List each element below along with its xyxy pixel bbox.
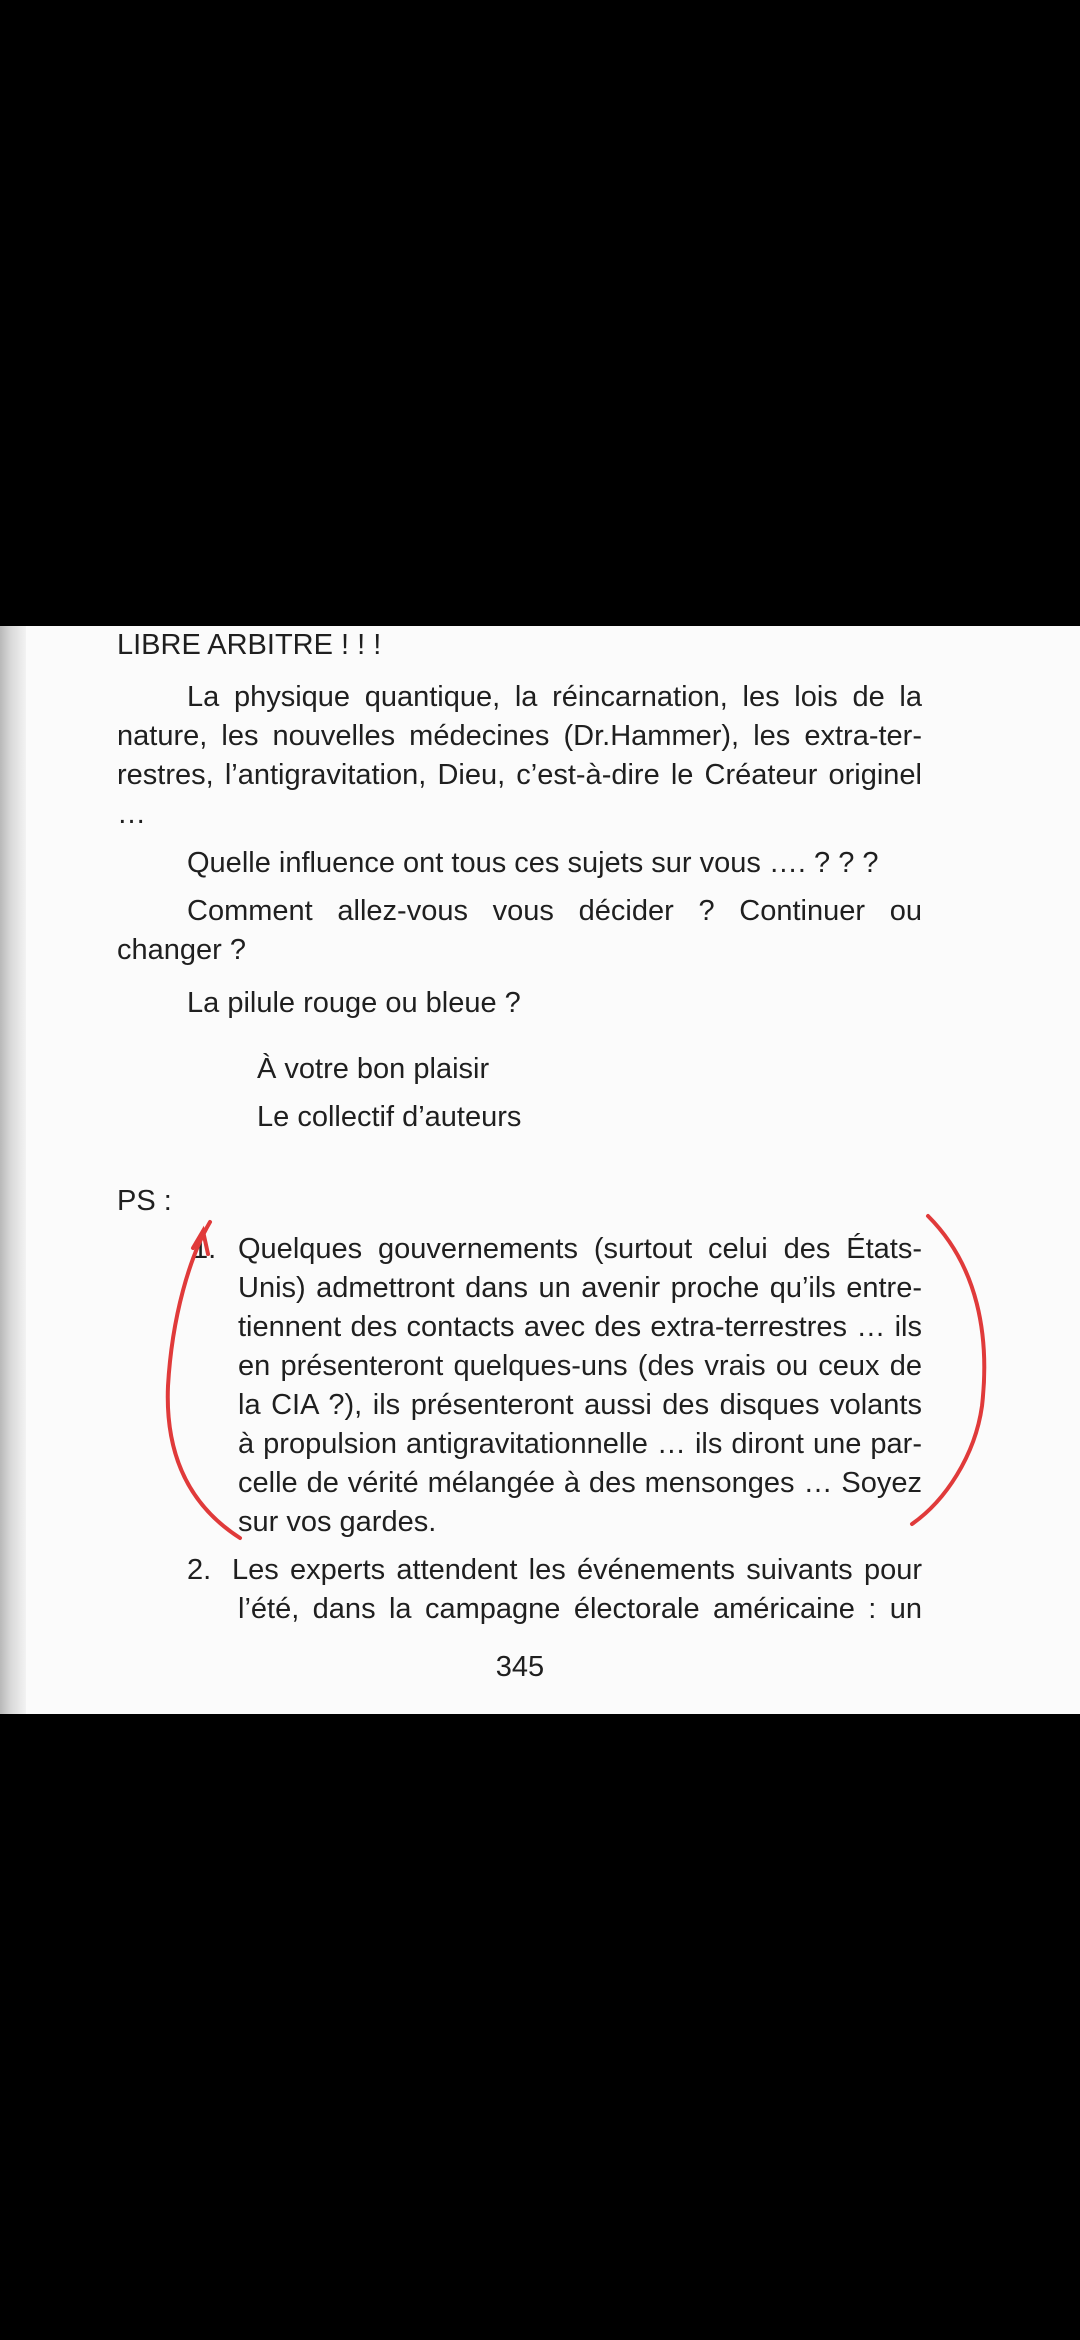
ps-item-1-line-5: la CIA ?), ils présenteront aussi des disques volants (238, 1389, 922, 1421)
paragraph-1-line-2: nature, les nouvelles médecines (Dr.Hammer), les extra-ter- (117, 720, 922, 752)
ps-label: PS : (117, 1185, 172, 1217)
signoff-line-2: Le collectif d’auteurs (257, 1101, 522, 1133)
ps-item-1-line-4: en présenteront quelques-uns (des vrais ou ceux de (238, 1350, 922, 1382)
book-page (0, 626, 1080, 1714)
ps-item-1-line-8: sur vos gardes. (238, 1506, 437, 1538)
ps-item-1-line-2: Unis) admettront dans un avenir proche qu’ils entre- (238, 1272, 922, 1304)
ps-item-1-line-7: celle de vérité mélangée à des mensonges … Soyez (238, 1467, 922, 1499)
signoff-line-1: À votre bon plaisir (257, 1053, 490, 1085)
paragraph-3-line-2: changer ? (117, 934, 246, 966)
paragraph-1-line-3: restres, l’antigravitation, Dieu, c’est-à-dire le Créateur originel (117, 759, 922, 791)
ps-item-1-line-3: tiennent des contacts avec des extra-terrestres … ils (238, 1311, 922, 1343)
left-bracket-stroke (168, 1222, 240, 1538)
paragraph-3-line-1: Comment allez-vous vous décider ? Continuer ou (187, 895, 922, 927)
right-bracket-stroke (912, 1216, 984, 1524)
paragraph-4: La pilule rouge ou bleue ? (187, 987, 521, 1019)
ps-item-1-line-6: à propulsion antigravitationnelle … ils diront une par- (238, 1428, 922, 1460)
ps-item-2-line-1: Les experts attendent les événements suivants pour (232, 1554, 922, 1586)
ps-item-2-number: 2. (187, 1554, 212, 1586)
ps-item-1-number: 1. (192, 1233, 217, 1265)
paragraph-1-line-4: … (117, 798, 146, 830)
bottom-black-area (0, 1714, 1080, 2340)
top-black-area (0, 0, 1080, 626)
paragraph-1-line-1: La physique quantique, la réincarnation, les lois de la (187, 681, 922, 713)
ps-item-1-line-1: Quelques gouvernements (surtout celui des États- (238, 1233, 922, 1265)
ps-item-2-line-2: l’été, dans la campagne électorale américaine : un (238, 1593, 922, 1625)
page-number: 345 (495, 1651, 545, 1683)
page-gutter-shadow (0, 626, 26, 1714)
heading: LIBRE ARBITRE ! ! ! (117, 629, 382, 661)
paragraph-2: Quelle influence ont tous ces sujets sur vous …. ? ? ? (187, 847, 879, 879)
